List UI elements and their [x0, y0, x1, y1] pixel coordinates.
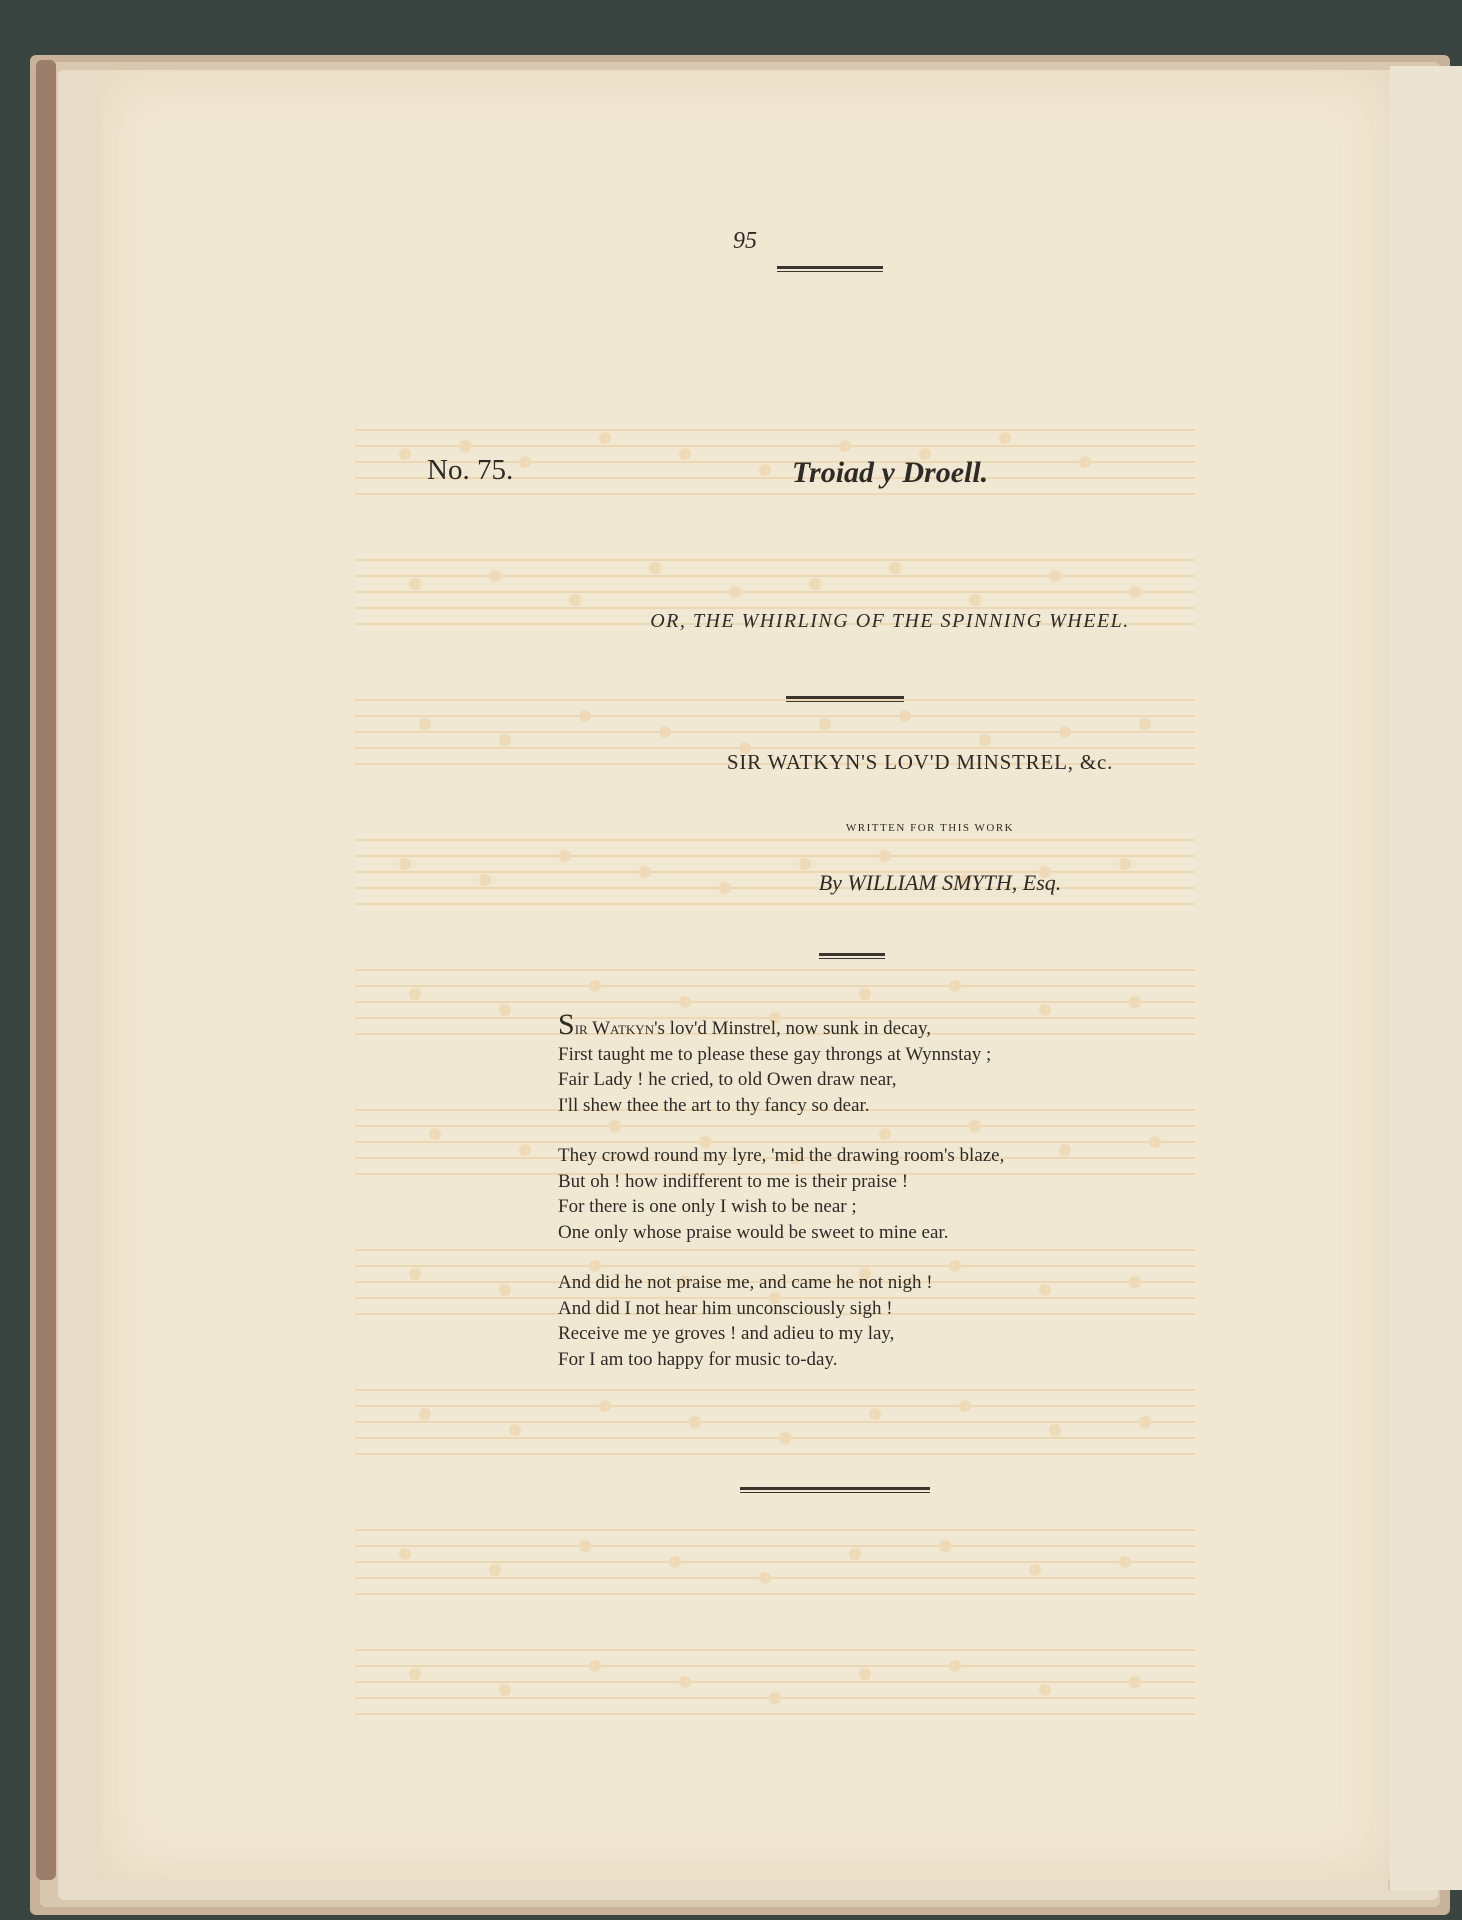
title-rule [786, 696, 904, 702]
poem-line: Fair Lady ! he cried, to old Owen draw near, [558, 1069, 897, 1090]
poem-line: And did he not praise me, and came he not nigh ! [558, 1272, 933, 1293]
poem-line: First taught me to please these gay throngs at Wynnstay ; [558, 1043, 992, 1065]
author-byline: By WILLIAM SMYTH, Esq. [818, 870, 1062, 895]
poem-line [558, 1008, 1118, 1042]
header-rule [777, 266, 883, 272]
poem-line: But oh ! how indifferent to me is their praise ! [558, 1170, 909, 1192]
poem-line: I'll shew thee the art to thy fancy so dear. [558, 1094, 870, 1116]
tune-number: No. 75. [427, 454, 514, 486]
stanza-2 [558, 1143, 1118, 1245]
poem-line: One only whose praise would be sweet to mine ear. [558, 1221, 949, 1243]
written-for-note: WRITTEN FOR THIS WORK [845, 822, 1015, 834]
poem [558, 1008, 1118, 1397]
book-page [100, 70, 1390, 1880]
book-spine [36, 60, 56, 1880]
song-title: SIR WATKYN'S LOV'D MINSTREL, &c. [726, 750, 1114, 774]
stanza-1 [558, 1008, 1118, 1118]
english-subtitle: OR, THE WHIRLING OF THE SPINNING WHEEL. [650, 610, 1130, 632]
byline-rule [819, 953, 885, 959]
closing-rule [740, 1487, 930, 1493]
next-page-edge [1388, 66, 1462, 1890]
page-number: 95 [733, 228, 757, 254]
poem-line: And did I not hear him unconsciously sigh ! [558, 1297, 893, 1319]
stanza-3 [558, 1270, 1118, 1372]
drop-cap: S [558, 1008, 575, 1041]
welsh-title: Troiad y Droell. [791, 456, 989, 489]
poem-line: For there is one only I wish to be near ; [558, 1196, 857, 1217]
small-caps-text: ir Watkyn [574, 1018, 655, 1039]
poem-line: They crowd round my lyre, 'mid the drawing room's blaze, [558, 1145, 1005, 1166]
poem-line: For I am too happy for music to-day. [558, 1348, 838, 1370]
poem-line: Receive me ye groves ! and adieu to my lay, [558, 1323, 895, 1344]
line-text: 's lov'd Minstrel, now sunk in decay, [654, 1018, 931, 1039]
